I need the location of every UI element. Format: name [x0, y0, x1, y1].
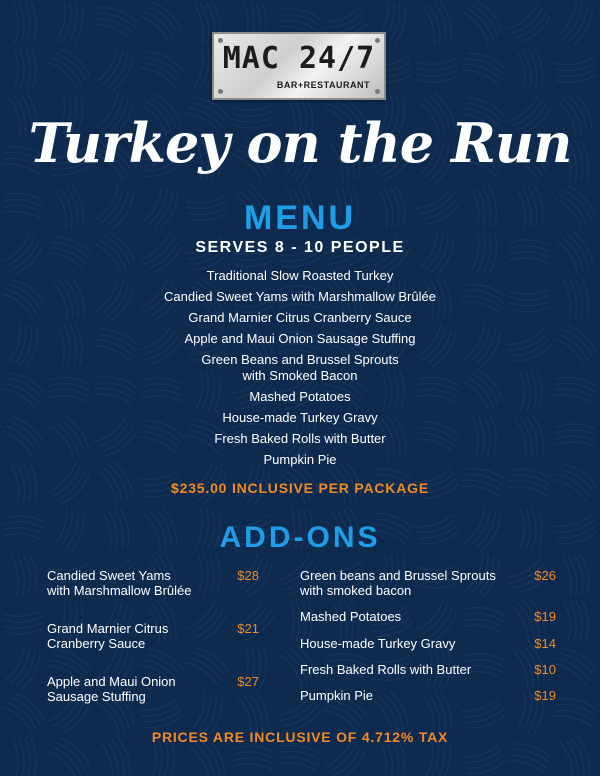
list-item: Apple and Maui Onion Sausage Stuffing	[184, 331, 416, 346]
list-item: Grand Marnier Citrus Cranberry Sauce	[188, 310, 412, 325]
logo-name: MAC 24/7	[222, 41, 376, 76]
addon-name: Fresh Baked Rolls with Butter	[300, 662, 472, 677]
list-item: Traditional Slow Roasted Turkey	[206, 268, 394, 283]
addon-price: $14	[534, 636, 556, 651]
addon-name: Grand Marnier Citrus Cranberry Sauce	[47, 621, 169, 651]
list-item: Candied Sweet Yams with Marshmallow Brûlée	[164, 289, 436, 304]
addon-price: $19	[534, 688, 556, 703]
addon-item	[300, 609, 556, 624]
screw-icon	[375, 38, 380, 43]
addon-price: $27	[237, 674, 259, 689]
addon-name: House-made Turkey Gravy	[300, 636, 456, 651]
list-item: Fresh Baked Rolls with Butter	[214, 431, 386, 446]
addon-name: Green beans and Brussel Sprouts with smoked bacon	[300, 568, 496, 598]
list-item: Pumpkin Pie	[263, 452, 337, 467]
serves-note: SERVES 8 - 10 PEOPLE	[195, 239, 405, 256]
list-item: Mashed Potatoes	[249, 389, 351, 404]
screw-icon	[375, 89, 380, 94]
menu-heading: MENU	[243, 199, 357, 237]
addon-item	[47, 621, 267, 651]
addon-item	[300, 568, 556, 598]
addon-name: Pumpkin Pie	[300, 688, 373, 703]
package-price: $235.00 INCLUSIVE PER PACKAGE	[171, 480, 429, 496]
addon-item	[300, 662, 556, 677]
list-item: House-made Turkey Gravy	[222, 410, 378, 425]
addon-price: $28	[237, 568, 259, 583]
page-title: Turkey on the Run	[28, 111, 572, 175]
addon-price: $19	[534, 609, 556, 624]
screw-icon	[218, 89, 223, 94]
addon-price: $10	[534, 662, 556, 677]
tax-note: PRICES ARE INCLUSIVE OF 4.712% TAX	[151, 729, 449, 745]
menu-list	[0, 268, 600, 473]
addon-name: Candied Sweet Yams with Marshmallow Brûlée	[47, 568, 192, 598]
addons-heading: ADD-ONS	[219, 521, 381, 554]
addon-item	[47, 568, 267, 598]
restaurant-logo	[212, 32, 386, 100]
addon-item	[47, 674, 267, 704]
addon-item	[300, 636, 556, 651]
list-item: Green Beans and Brussel Sprouts with Smoked Bacon	[201, 352, 399, 383]
addon-name: Apple and Maui Onion Sausage Stuffing	[47, 674, 176, 704]
logo-subtitle: BAR+RESTAURANT	[276, 80, 370, 90]
addon-item	[300, 688, 556, 703]
addon-price: $21	[237, 621, 259, 636]
addon-price: $26	[534, 568, 556, 583]
addon-name: Mashed Potatoes	[300, 609, 402, 624]
